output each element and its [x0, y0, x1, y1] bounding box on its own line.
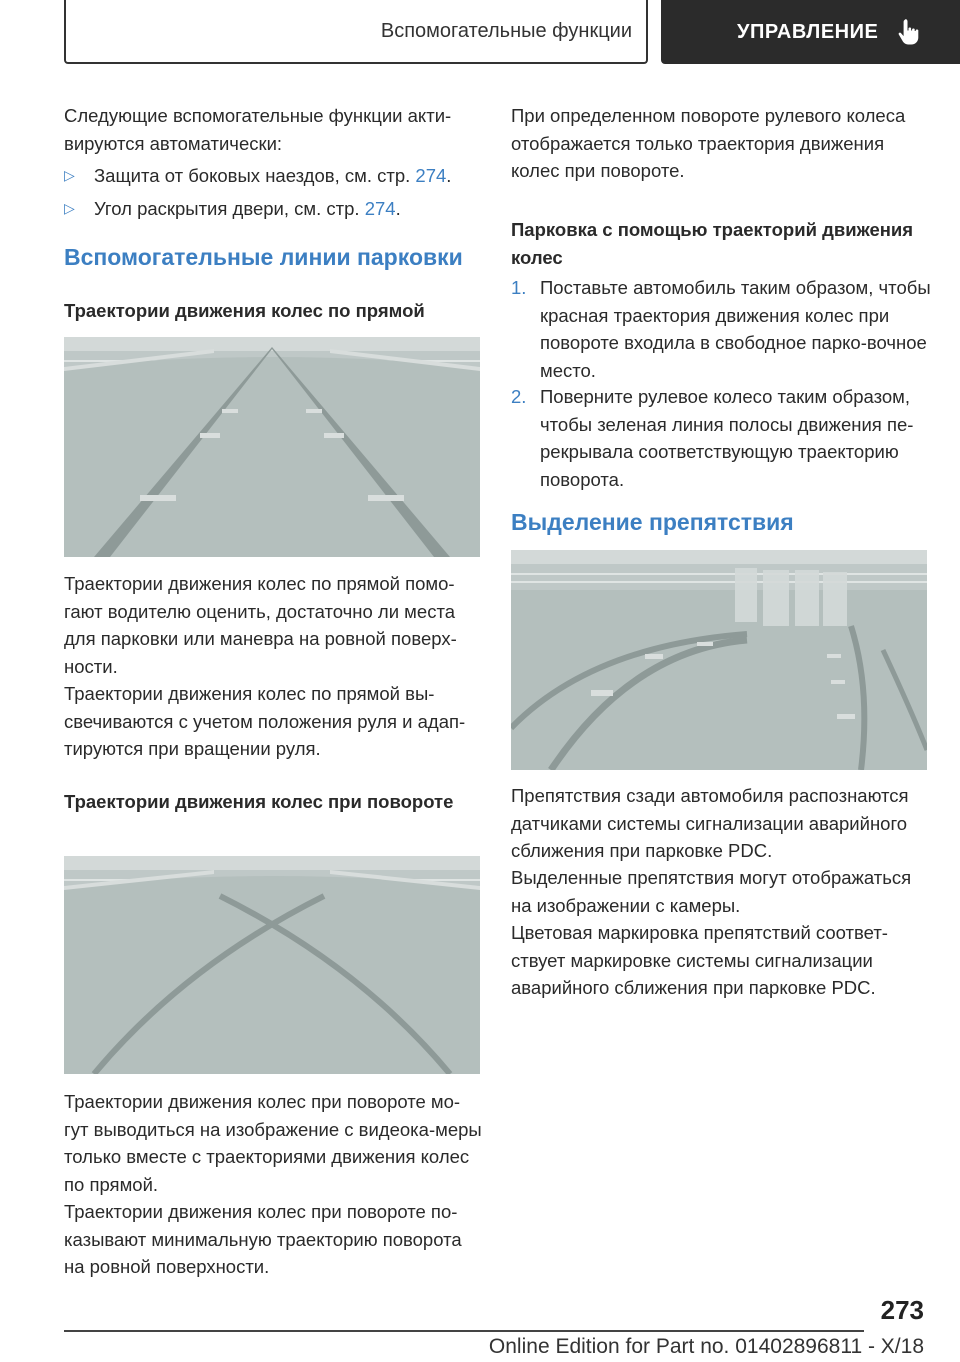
right-p1: При определенном повороте рулевого колеса отображается только траектория движения колес при повороте.: [511, 105, 906, 181]
subheading-parking-with-trajectories: Парковка с помощью траекторий движения колес: [511, 219, 914, 268]
list-item: ▷ Защита от боковых наездов, см. стр. 274.: [64, 162, 484, 190]
left-intro: [64, 102, 484, 157]
left-bullet-2: [64, 195, 484, 223]
intro-text: Следующие вспомогательные функции акти-вируются автоматически:: [64, 105, 452, 154]
right-p2: Препятствия сзади автомобиля распознаются датчиками системы сигнализации аварийного сближения при парковке PDC.: [511, 785, 909, 861]
straight-trajectories-figure: [64, 337, 480, 557]
triangle-bullet-icon: ▷: [64, 200, 75, 216]
left-p3: Траектории движения колес при повороте мо-гут выводиться на изображение с видеока-меры только вместе с траекториями движения колес по прямой.: [64, 1091, 482, 1195]
chapter-title: УПРАВЛЕНИЕ: [737, 20, 879, 43]
footer-divider: [64, 1330, 864, 1332]
header-chapter-tab[interactable]: [661, 0, 960, 64]
pointing-hand-icon: [898, 17, 924, 47]
footer-edition: Online Edition for Part no. 01402896811 - X/18: [488, 1335, 924, 1358]
step-1: [511, 274, 931, 384]
list-item: ▷ Угол раскрытия двери, см. стр. 274.: [64, 195, 484, 223]
page-number: 273: [880, 1295, 924, 1325]
turning-trajectories-figure: [64, 856, 480, 1074]
list-item: 2. Поверните рулевое колесо таким образом, чтобы зеленая линия полосы движения пе-рекрывала соответствующую траекторию поворота.: [511, 386, 914, 490]
section-heading-obstacles: Выделение препятствия: [511, 509, 794, 535]
list-item: 1. Поставьте автомобиль таким образом, чтобы красная траектория движения колес при повороте входила в свободное парко-вочное место.: [511, 277, 931, 381]
header-section-title: [64, 0, 648, 64]
triangle-bullet-icon: ▷: [64, 167, 75, 183]
obstacle-highlight-figure: [511, 550, 927, 770]
left-p1: Траектории движения колес по прямой помо-гают водителю оценить, достаточно ли места для парковки или маневра на ровной поверх-ности.: [64, 573, 457, 677]
step-2: [511, 383, 931, 493]
subheading-turning: Траектории движения колес при повороте: [64, 791, 454, 812]
left-p2: Траектории движения колес по прямой вы-свечиваются с учетом положения руля и адап-тируются при вращении руля.: [64, 683, 466, 759]
page-link[interactable]: 274: [364, 198, 396, 219]
subheading-straight: Траектории движения колес по прямой: [64, 300, 425, 321]
section-title: Вспомогательные функции: [380, 19, 632, 42]
page-link[interactable]: 274: [415, 165, 447, 186]
left-bullet-1: [64, 162, 484, 190]
section-heading-parking-lines: Вспомогательные линии парковки: [64, 244, 463, 270]
right-p3: Выделенные препятствия могут отображаться на изображении с камеры.: [511, 867, 912, 916]
left-p4: Траектории движения колес при повороте по-казывают минимальную траекторию поворота на ровной поверхности.: [64, 1201, 462, 1277]
right-p4: Цветовая маркировка препятствий соответ-ствует маркировке системы сигнализации аварийного сближения при парковке PDC.: [511, 922, 888, 998]
